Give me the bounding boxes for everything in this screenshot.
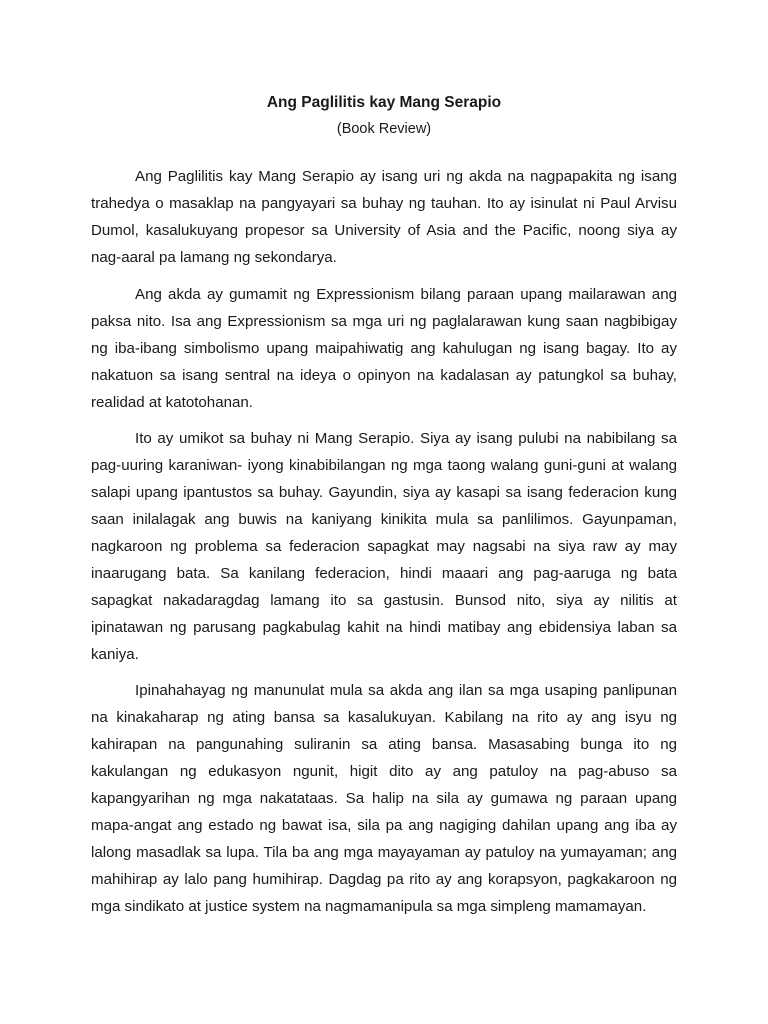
paragraph-4: Ipinahahayag ng manunulat mula sa akda ang ilan sa mga usaping panlipunan na kinakaharap ng ating bansa sa kasalukuyan. Kabilang na rito ay ang isyu ng kahirapan na pangunahing suliranin sa ating bansa. Masasabing bunga ito ng kakulangan ng edukasyon ngunit, higit dito ay ang patuloy na pag-abuso sa kapangyarihan ng mga nakatataas. Sa halip na sila ay gumawa ng paraan upang mapa-angat ang estado ng bawat isa, sila pa ang nagiging dahilan upang ang iba ay lalong masadlak sa lupa. Tila ba ang mga mayayaman ay patuloy na yumayaman; ang mahihirap ay lalo pang humihirap. Dagdag pa rito ay ang korapsyon, pagkakaroon ng mga sindikato at justice system na nagmamanipula sa mga simpleng mamamayan. — [91, 682, 677, 915]
document-title: Ang Paglilitis kay Mang Serapio — [266, 94, 502, 111]
paragraph-2: Ang akda ay gumamit ng Expressionism bilang paraan upang mailarawan ang paksa nito. Isa ang Expressionism sa mga uri ng paglalarawan kung saan nagbibigay ng iba-ibang simbolismo upang maipahiwatig ang kahulugan ng isang bagay. Ito ay nakatuon sa isang sentral na ideya o opinyon na kadalasan ay patungkol sa buhay, realidad at katotohanan. — [91, 286, 677, 411]
document-subtitle: (Book Review) — [336, 121, 432, 137]
paragraph-1: Ang Paglilitis kay Mang Serapio ay isang uri ng akda na nagpapakita ng isang trahedya o masaklap na pangyayari sa buhay ng tauhan. Ito ay isinulat ni Paul Arvisu Dumol, kasalukuyang propesor sa University of Asia and the Pacific, noong siya ay nag-aaral pa lamang ng sekondarya. — [91, 168, 677, 266]
paragraph-3: Ito ay umikot sa buhay ni Mang Serapio. Siya ay isang pulubi na nabibilang sa pag-uuring karaniwan- iyong kinabibilangan ng mga taong walang guni-guni at walang salapi upang ipantustos sa buhay. Gayundin, siya ay kasapi sa isang federacion kung saan inilalagak ang buwis na kaniyang kinikita mula sa panlilimos. Gayunpaman, nagkaroon ng problema sa federacion sapagkat may nagsabi na siya raw ay may inaarugang bata. Sa kanilang federacion, hindi maaari ang pag-aaruga ng bata sapagkat nakadaragdag lamang ito sa gastusin. Bunsod nito, siya ay nilitis at ipinatawan ng parusang pagkabulag kahit na hindi matibay ang ebidensiya laban sa kaniya. — [91, 430, 677, 663]
